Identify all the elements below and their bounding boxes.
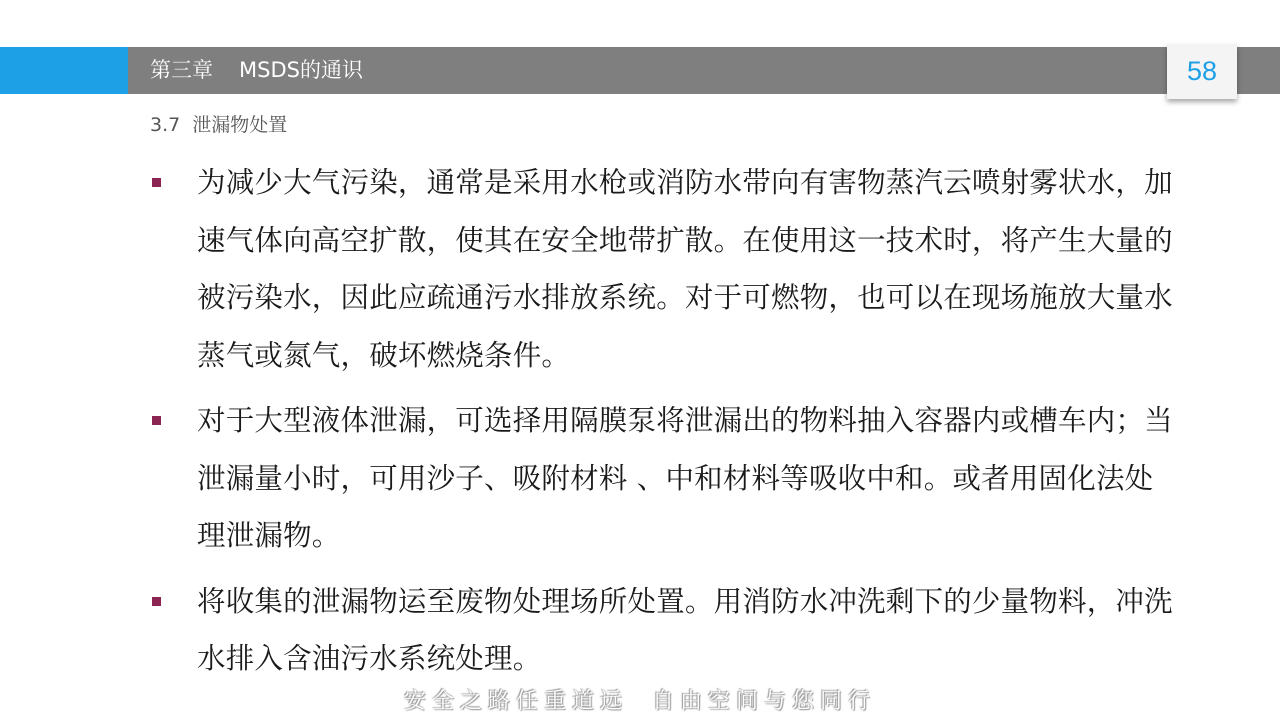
square-bullet-icon [152, 178, 161, 187]
bullet-item [150, 154, 1180, 384]
page-number-badge [1167, 44, 1237, 99]
footer-slogan [0, 684, 1280, 715]
header-accent-bar [0, 47, 128, 94]
section-title: 泄漏物处置 [192, 114, 288, 136]
bullet-item [150, 392, 1180, 565]
bullet-list [150, 154, 1180, 688]
bullet-text: 为减少大气污染，通常是采用水枪或消防水带向有害物蒸汽云喷射雾状水，加速气体向高空扩散，使其在安全地带扩散。在使用这一技术时，将产生大量的被污染水，因此应疏通污水排放系统。对于可燃物，也可以在现场施放大量水蒸气或氮气，破坏燃烧条件。 [197, 166, 1173, 372]
chapter-title [150, 47, 363, 94]
section-heading [150, 110, 287, 137]
slogan-right: 自由空间与您同行 [652, 689, 877, 714]
bullet-text: 将收集的泄漏物运至废物处理场所处置。用消防水冲洗剩下的少量物料，冲洗水排入含油污水系统处理。 [197, 584, 1173, 675]
bullet-item [150, 573, 1180, 688]
square-bullet-icon [152, 416, 161, 425]
bullet-text: 对于大型液体泄漏，可选择用隔膜泵将泄漏出的物料抽入容器内或槽车内；当泄漏量小时，可用沙子、吸附材料 、中和材料等吸收中和。或者用固化法处理泄漏物。 [197, 404, 1173, 552]
slogan-left: 安全之路任重道远 [403, 689, 628, 714]
section-number: 3.7 [150, 114, 181, 136]
square-bullet-icon [152, 597, 161, 606]
chapter-name: MSDS的通识 [239, 58, 363, 82]
chapter-label: 第三章 [150, 58, 213, 82]
page-number: 58 [1186, 56, 1218, 86]
